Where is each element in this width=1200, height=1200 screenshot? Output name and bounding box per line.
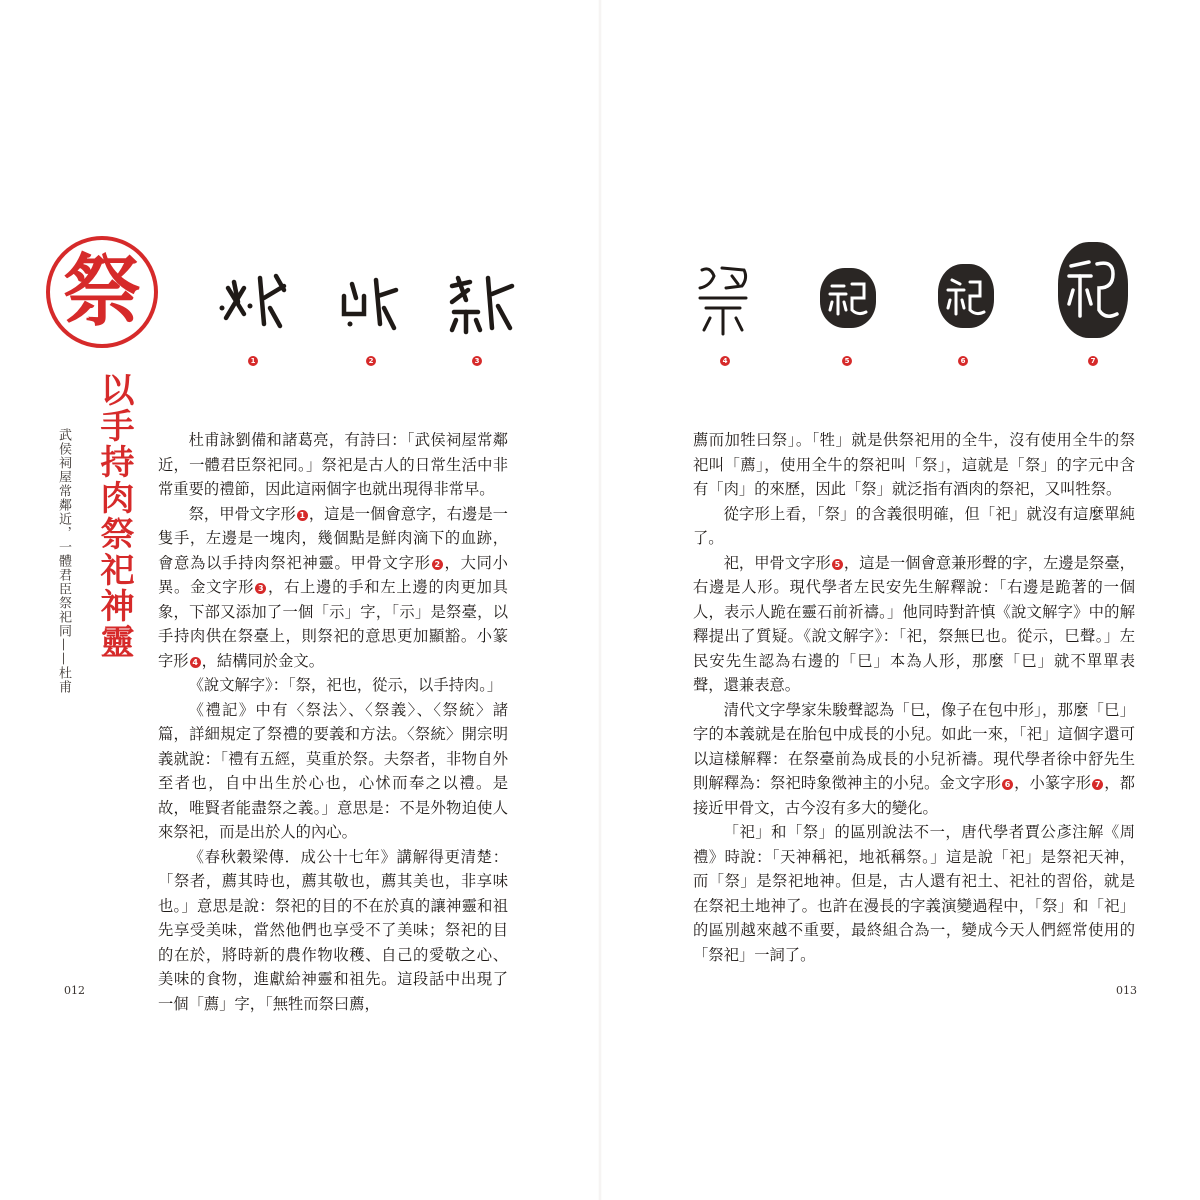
footnote-marker: 1	[297, 510, 308, 521]
vertical-title: 以手持肉祭祀神靈	[94, 372, 134, 660]
paragraph-text: 祀，甲骨文字形	[723, 553, 831, 572]
glyph-bronze-3	[444, 268, 520, 340]
paragraph-text: 杜甫詠劉備和諸葛亮，有詩曰：「武侯祠屋常鄰近，一體君臣祭祀同。」祭祀是古人的日常生活中非常重要的禮節，因此這兩個字也就出現得非常早。	[158, 431, 508, 498]
glyph-label: 1	[248, 356, 258, 366]
paragraph-text: ，這是一個會意字，右邊是一隻手，左邊是一塊肉，幾個點是鮮肉滴下的血跡，會意為以手持肉祭祀神靈。甲骨文字形	[158, 504, 508, 572]
footnote-marker: 3	[255, 583, 266, 594]
book-gutter	[598, 0, 602, 1200]
glyph-oracle-2-drawing	[334, 268, 406, 340]
page-number-left: 012	[64, 984, 85, 997]
glyph-oracle-2	[334, 268, 406, 340]
glyph-label: 6	[958, 356, 968, 366]
glyph-seal-7	[1058, 242, 1128, 338]
body-paragraph	[693, 428, 1135, 502]
body-paragraph	[693, 551, 1135, 698]
paragraph-text: 《說文解字》：「祭，祀也，從示，以手持肉。」	[188, 676, 503, 694]
footnote-marker: 2	[432, 559, 443, 570]
glyph-label: 5	[842, 356, 852, 366]
glyph-seal-7-drawing	[1065, 252, 1121, 328]
right-page-body	[693, 428, 1135, 967]
vertical-quote: 武侯祠屋常鄰近，一體君臣祭祀同——杜甫	[56, 428, 71, 694]
body-paragraph	[158, 673, 508, 698]
glyph-oracle-1-drawing	[214, 268, 292, 340]
page-number-right: 013	[1116, 984, 1137, 997]
footnote-marker: 7	[1092, 779, 1103, 790]
paragraph-text: 從字形上看，「祭」的含義很明確，但「祀」就沒有這麼單純了。	[693, 504, 1135, 547]
glyph-label: 7	[1088, 356, 1098, 366]
glyph-seal-5-drawing	[826, 276, 870, 320]
glyph-seal-5	[820, 268, 876, 328]
paragraph-text: 薦而加牲曰祭」。「牲」就是供祭祀用的全牛，沒有使用全牛的祭祀叫「薦」，使用全牛的祭祀叫「祭」，這就是「祭」的字元中含有「肉」的來歷，因此「祭」就泛指有酒肉的祭祀，又叫牲祭。	[693, 431, 1135, 498]
paragraph-text: ，大同小異。金文字形	[158, 553, 508, 596]
body-paragraph	[693, 502, 1135, 551]
body-paragraph	[158, 502, 508, 674]
glyph-label: 2	[366, 356, 376, 366]
paragraph-text: ，右上邊的手和左上邊的肉更加具象，下部又添加了一個「示」字，「示」是祭臺，以手持肉供在祭臺上，則祭祀的意思更加顯豁。小篆字形	[158, 578, 508, 670]
paragraph-text: ，結構同於金文。	[201, 651, 324, 670]
title-character: 祭	[62, 246, 141, 337]
footnote-marker: 5	[832, 559, 843, 570]
paragraph-text: 「祀」和「祭」的區別說法不一，唐代學者賈公彥注解《周禮》時說：「天神稱祀，地祇稱祭。」這是說「祀」是祭祀天神，而「祭」是祭祀地神。但是，古人還有祀土、祀社的習俗，就是在祭祀土地神了。也許在漫長的字義演變過程中，「祭」和「祀」的區別越來越不重要，最終組合為一，變成今天人們經常使用的「祭祀」一詞了。	[693, 823, 1135, 964]
body-paragraph	[158, 428, 508, 502]
body-paragraph	[158, 698, 508, 845]
glyph-bronze-3-drawing	[444, 268, 520, 340]
paragraph-text: ，這是一個會意兼形聲的字，左邊是祭臺，右邊是人形。現代學者左民安先生解釋說：「右邊是跪著的一個人，表示人跪在靈石前祈禱。」他同時對許慎《說文解字》中的解釋提出了質疑。《說文解字》：「祀，祭無巳也。從示，巳聲。」左民安先生認為右邊的「巳」本為人形，那麼「巳」就不單單表聲，還兼表意。	[693, 553, 1135, 694]
footnote-marker: 4	[190, 657, 201, 668]
body-paragraph	[693, 820, 1135, 967]
left-page-body	[158, 428, 508, 1016]
paragraph-text: 《春秋穀梁傳．成公十七年》講解得更清楚：「祭者，薦其時也，薦其敬也，薦其美也，非享味也。」意思是說：祭祀的目的不在於真的讓神靈和祖先享受美味，當然他們也享受不了美味；祭祀的目的在於，將時新的農作物收穫、自己的愛敬之心、美味的食物，進獻給神靈和祖先。這段話中出現了一個「薦」字，「無牲而祭曰薦，	[158, 847, 508, 1013]
paragraph-text: ，小篆字形	[1014, 774, 1092, 792]
footnote-marker: 6	[1002, 779, 1013, 790]
glyph-label: 3	[472, 356, 482, 366]
body-paragraph	[693, 698, 1135, 821]
paragraph-text: 祭，甲骨文字形	[188, 504, 296, 523]
glyph-seal-4	[692, 262, 754, 338]
body-paragraph	[158, 845, 508, 1017]
glyph-seal-4-drawing	[692, 262, 754, 338]
paragraph-text: ，都接近甲骨文，古今沒有多大的變化。	[693, 774, 1135, 817]
glyph-label: 4	[720, 356, 730, 366]
paragraph-text: 《禮記》中有〈祭法〉、〈祭義〉、〈祭統〉諸篇，詳細規定了祭禮的要義和方法。〈祭統〉開宗明義就說：「禮有五經，莫重於祭。夫祭者，非物自外至者也，自中出生於心也，心怵而奉之以禮。是故，唯賢者能盡祭之義。」意思是：不是外物迫使人來祭祀，而是出於人的內心。	[158, 700, 508, 841]
glyph-seal-6	[938, 264, 994, 328]
glyph-oracle-1	[214, 268, 292, 340]
glyph-seal-6-drawing	[944, 272, 988, 320]
paragraph-text: 清代文字學家朱駿聲認為「巳，像子在包中形」，那麼「巳」字的本義就是在胎包中成長的小兒。如此一來，「祀」這個字還可以這樣解釋：在祭臺前為成長的小兒祈禱。現代學者徐中舒先生則解釋為：祭祀時象徵神主的小兒。金文字形	[693, 700, 1135, 792]
title-character-circle	[46, 236, 158, 348]
